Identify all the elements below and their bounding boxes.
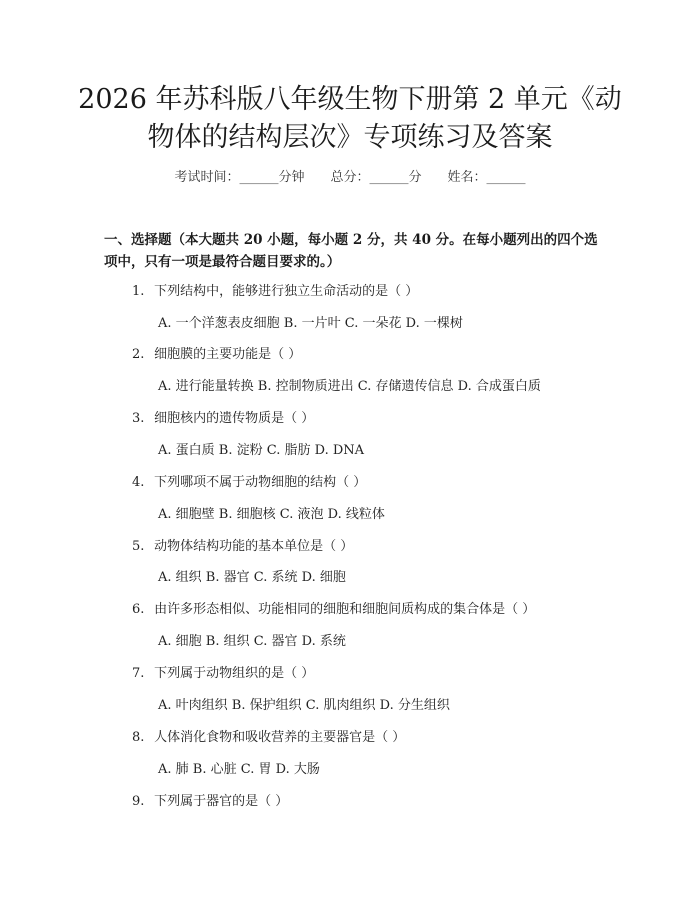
question-text: 下列属于动物组织的是（ ） [154,666,315,681]
question-7-options: A. 叶肉组织 B. 保护组织 C. 肌肉组织 D. 分生组织 [158,698,450,713]
question-6 [132,600,535,620]
question-number: 8. [132,730,145,745]
question-text: 动物体结构功能的基本单位是（ ） [154,539,354,554]
question-8 [132,728,405,748]
question-9 [132,792,288,812]
question-number: 2. [132,347,145,362]
question-4-options: A. 细胞壁 B. 细胞核 C. 液泡 D. 线粒体 [158,507,385,522]
question-8-options: A. 肺 B. 心脏 C. 胃 D. 大肠 [158,762,320,777]
question-5 [132,537,353,557]
section-heading-line-1: 一、选择题（本大题共 20 小题，每小题 2 分，共 40 分。在每小题列出的四个选 [104,232,598,248]
question-2 [132,345,301,365]
question-number: 9. [132,794,145,809]
question-number: 3. [132,411,145,426]
question-text: 人体消化食物和吸收营养的主要器官是（ ） [154,730,406,745]
exam-meta-line: 考试时间：______分钟 总分：______分 姓名：______ [174,170,526,185]
document-title-line-2: 物体的结构层次》专项练习及答案 [147,122,553,153]
question-1-options: A. 一个洋葱表皮细胞 B. 一片叶 C. 一朵花 D. 一棵树 [158,316,463,331]
question-1 [132,282,418,302]
question-4 [132,473,366,493]
document-title-line-1: 2026 年苏科版八年级生物下册第 2 单元《动 [78,84,622,115]
question-3 [132,409,314,429]
question-number: 4. [132,475,145,490]
question-2-options: A. 进行能量转换 B. 控制物质进出 C. 存储遗传信息 D. 合成蛋白质 [158,379,541,394]
question-text: 细胞核内的遗传物质是（ ） [154,411,315,426]
question-5-options: A. 组织 B. 器官 C. 系统 D. 细胞 [158,570,346,585]
question-text: 细胞膜的主要功能是（ ） [154,347,302,362]
question-6-options: A. 细胞 B. 组织 C. 器官 D. 系统 [158,634,346,649]
question-number: 5. [132,539,145,554]
question-text: 下列属于器官的是（ ） [154,794,289,809]
question-text: 由许多形态相似、功能相同的细胞和细胞间质构成的集合体是（ ） [154,602,536,617]
question-text: 下列结构中，能够进行独立生命活动的是（ ） [154,284,419,299]
question-number: 6. [132,602,145,617]
question-text: 下列哪项不属于动物细胞的结构（ ） [154,475,367,490]
question-number: 7. [132,666,145,681]
section-heading-line-2: 项中，只有一项是最符合题目要求的。） [104,254,341,270]
question-7 [132,664,314,684]
question-number: 1. [132,284,145,299]
question-3-options: A. 蛋白质 B. 淀粉 C. 脂肪 D. DNA [158,443,365,458]
